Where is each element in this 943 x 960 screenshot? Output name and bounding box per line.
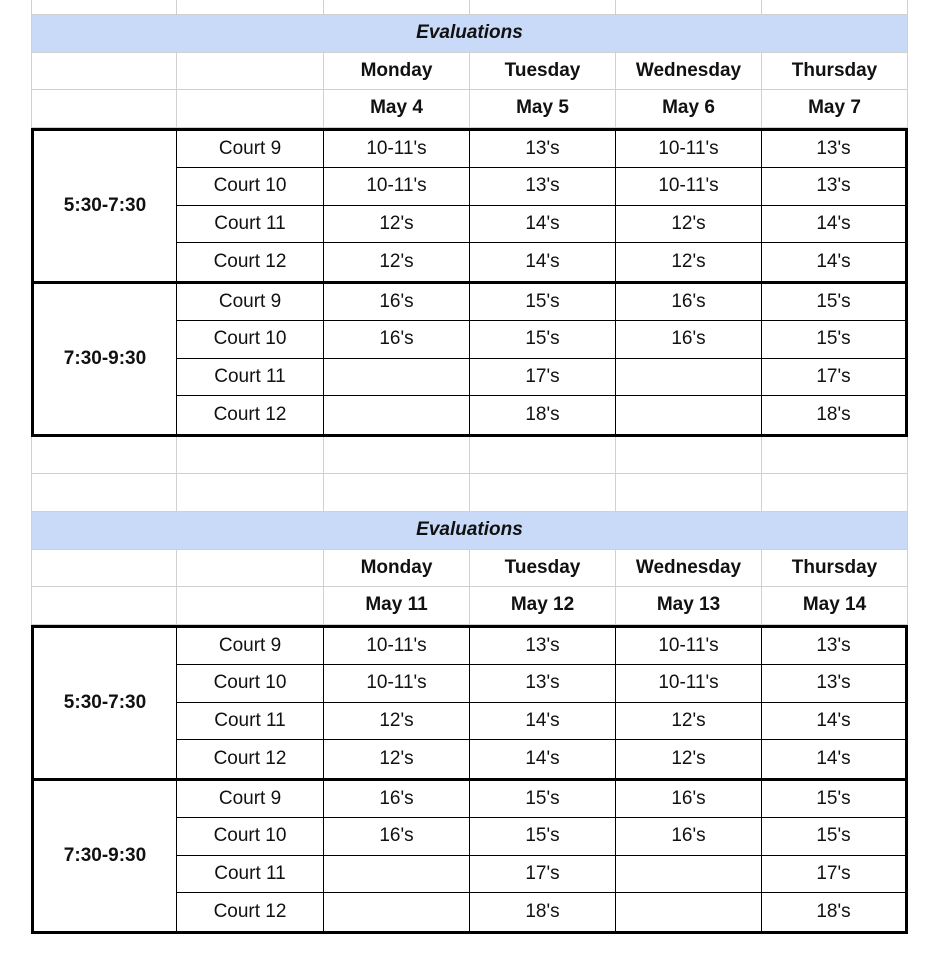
table-row xyxy=(34,893,905,931)
section-banner[interactable]: Evaluations xyxy=(31,512,908,550)
date-header[interactable]: May 7 xyxy=(762,90,908,128)
table-row xyxy=(34,131,905,169)
court-label[interactable]: Court 10 xyxy=(177,665,324,703)
table-row xyxy=(34,243,905,281)
group-cell[interactable]: 12's xyxy=(616,243,762,281)
court-label[interactable]: Court 11 xyxy=(177,206,324,244)
group-cell[interactable]: 13's xyxy=(470,168,616,206)
court-label[interactable]: Court 9 xyxy=(177,628,324,666)
group-cell[interactable]: 16's xyxy=(616,781,762,819)
time-slot-block xyxy=(31,781,908,934)
date-header[interactable]: May 6 xyxy=(616,90,762,128)
court-label[interactable]: Court 12 xyxy=(177,893,324,931)
court-label[interactable]: Court 11 xyxy=(177,703,324,741)
table-row xyxy=(34,740,905,778)
empty-row xyxy=(31,474,908,512)
group-cell[interactable] xyxy=(616,893,762,931)
group-cell[interactable]: 14's xyxy=(470,206,616,244)
group-cell[interactable] xyxy=(324,359,470,397)
time-slot-block xyxy=(31,284,908,437)
group-cell[interactable]: 10-11's xyxy=(616,131,762,169)
court-label[interactable]: Court 9 xyxy=(177,781,324,819)
group-cell[interactable] xyxy=(324,893,470,931)
time-slot-label[interactable]: 5:30-7:30 xyxy=(34,131,177,281)
group-cell[interactable] xyxy=(324,396,470,434)
group-cell[interactable]: 16's xyxy=(324,284,470,322)
time-slot-block xyxy=(31,625,908,781)
court-label[interactable]: Court 12 xyxy=(177,243,324,281)
group-cell[interactable]: 15's xyxy=(762,284,905,322)
cell[interactable] xyxy=(616,437,762,475)
group-cell[interactable]: 13's xyxy=(762,628,905,666)
court-label[interactable]: Court 9 xyxy=(177,284,324,322)
group-cell[interactable]: 13's xyxy=(470,131,616,169)
cell[interactable] xyxy=(324,0,470,15)
group-cell[interactable]: 17's xyxy=(762,359,905,397)
table-row xyxy=(34,206,905,244)
date-header-row xyxy=(31,587,908,625)
date-header-row xyxy=(31,90,908,128)
cell[interactable] xyxy=(762,474,908,512)
group-cell[interactable]: 16's xyxy=(324,818,470,856)
cell[interactable] xyxy=(177,587,324,625)
table-row xyxy=(34,781,905,819)
day-header[interactable]: Tuesday xyxy=(470,550,616,588)
cell[interactable] xyxy=(324,437,470,475)
day-header-row xyxy=(31,53,908,91)
group-cell[interactable]: 10-11's xyxy=(616,628,762,666)
group-cell[interactable] xyxy=(616,359,762,397)
group-cell[interactable]: 16's xyxy=(324,781,470,819)
cell[interactable] xyxy=(31,550,177,588)
group-cell[interactable]: 18's xyxy=(816,403,851,425)
group-cell[interactable]: 15's xyxy=(762,321,905,359)
group-cell[interactable]: 10-11's xyxy=(324,665,470,703)
group-cell[interactable]: 10-11's xyxy=(616,168,762,206)
court-label[interactable]: Court 10 xyxy=(177,818,324,856)
cell[interactable] xyxy=(762,0,908,15)
group-cell[interactable]: 18's xyxy=(470,396,616,434)
court-label[interactable]: Court 9 xyxy=(177,131,324,169)
table-row xyxy=(34,703,905,741)
empty-row xyxy=(31,0,908,15)
group-cell[interactable]: 12's xyxy=(324,740,470,778)
group-cell[interactable]: 17's xyxy=(470,856,616,894)
group-cell[interactable]: 14's xyxy=(762,206,905,244)
group-cell[interactable]: 13's xyxy=(762,131,905,169)
cell[interactable] xyxy=(177,550,324,588)
group-cell[interactable]: 13's xyxy=(470,665,616,703)
group-cell[interactable]: 16's xyxy=(616,321,762,359)
cell[interactable] xyxy=(31,90,177,128)
table-row xyxy=(34,628,905,666)
group-cell[interactable] xyxy=(616,396,762,434)
group-cell[interactable]: 15's xyxy=(470,321,616,359)
day-header[interactable]: Thursday xyxy=(762,53,908,91)
cell[interactable] xyxy=(762,437,908,475)
cell[interactable] xyxy=(470,437,616,475)
cell[interactable] xyxy=(616,0,762,15)
date-header[interactable]: May 14 xyxy=(762,587,908,625)
table-row xyxy=(34,168,905,206)
date-header[interactable]: May 4 xyxy=(324,90,470,128)
cell[interactable] xyxy=(324,474,470,512)
group-cell[interactable]: 17's xyxy=(762,856,905,894)
day-header-row xyxy=(31,550,908,588)
cell[interactable] xyxy=(177,437,324,475)
cell[interactable] xyxy=(177,0,324,15)
group-cell[interactable]: 18's xyxy=(470,893,616,931)
cell[interactable] xyxy=(31,587,177,625)
group-cell[interactable]: 15's xyxy=(470,284,616,322)
group-cell[interactable]: 14's xyxy=(470,703,616,741)
group-cell[interactable]: 16's xyxy=(616,818,762,856)
group-cell[interactable]: 14's xyxy=(816,250,851,272)
time-slot-label[interactable]: 7:30-9:30 xyxy=(34,781,177,931)
cell[interactable] xyxy=(616,474,762,512)
group-cell[interactable]: 14's xyxy=(816,747,851,769)
group-cell[interactable]: 12's xyxy=(616,206,762,244)
group-cell[interactable]: 10-11's xyxy=(324,168,470,206)
court-label[interactable]: Court 11 xyxy=(177,856,324,894)
group-cell[interactable]: 13's xyxy=(762,665,905,703)
group-cell[interactable]: 13's xyxy=(762,168,905,206)
group-cell[interactable]: 14's xyxy=(762,703,905,741)
group-cell[interactable]: 14's xyxy=(470,740,616,778)
court-label[interactable]: Court 12 xyxy=(177,740,324,778)
cell[interactable] xyxy=(177,90,324,128)
time-slot-label[interactable]: 5:30-7:30 xyxy=(34,628,177,778)
group-cell[interactable]: 10-11's xyxy=(324,628,470,666)
cell[interactable] xyxy=(177,53,324,91)
table-row xyxy=(34,818,905,856)
group-cell[interactable] xyxy=(616,856,762,894)
date-header[interactable]: May 11 xyxy=(324,587,470,625)
cell[interactable] xyxy=(31,437,177,475)
date-header[interactable]: May 12 xyxy=(470,587,616,625)
date-header[interactable]: May 13 xyxy=(616,587,762,625)
group-cell[interactable]: 10-11's xyxy=(324,131,470,169)
group-cell[interactable]: 15's xyxy=(762,781,905,819)
empty-row xyxy=(31,437,908,475)
group-cell[interactable]: 16's xyxy=(324,321,470,359)
cell[interactable] xyxy=(470,0,616,15)
group-cell[interactable]: 12's xyxy=(616,703,762,741)
group-cell[interactable]: 16's xyxy=(616,284,762,322)
court-label[interactable]: Court 12 xyxy=(177,396,324,434)
table-row xyxy=(34,396,905,434)
table-row xyxy=(34,665,905,703)
group-cell[interactable]: 15's xyxy=(470,781,616,819)
day-header[interactable]: Monday xyxy=(324,53,470,91)
group-cell[interactable]: 13's xyxy=(470,628,616,666)
group-cell[interactable]: 12's xyxy=(616,740,762,778)
group-cell[interactable]: 12's xyxy=(324,703,470,741)
day-header[interactable]: Wednesday xyxy=(616,550,762,588)
court-label[interactable]: Court 10 xyxy=(177,321,324,359)
date-header[interactable]: May 5 xyxy=(470,90,616,128)
time-slot-block xyxy=(31,128,908,284)
group-cell[interactable]: 14's xyxy=(470,243,616,281)
cell[interactable] xyxy=(470,474,616,512)
time-slot-label[interactable]: 7:30-9:30 xyxy=(34,284,177,434)
group-cell[interactable]: 12's xyxy=(324,206,470,244)
section-banner[interactable]: Evaluations xyxy=(31,15,908,53)
group-cell[interactable]: 15's xyxy=(470,818,616,856)
spreadsheet xyxy=(31,0,908,934)
group-cell[interactable]: 15's xyxy=(762,818,905,856)
group-cell[interactable]: 18's xyxy=(816,900,851,922)
day-header[interactable]: Wednesday xyxy=(616,53,762,91)
day-header[interactable]: Tuesday xyxy=(470,53,616,91)
cell[interactable] xyxy=(177,474,324,512)
court-label[interactable]: Court 10 xyxy=(177,168,324,206)
cell[interactable] xyxy=(31,0,177,15)
group-cell[interactable]: 10-11's xyxy=(616,665,762,703)
group-cell[interactable] xyxy=(324,856,470,894)
group-cell[interactable]: 17's xyxy=(470,359,616,397)
table-row xyxy=(34,321,905,359)
court-label[interactable]: Court 11 xyxy=(177,359,324,397)
day-header[interactable]: Monday xyxy=(324,550,470,588)
table-row xyxy=(34,359,905,397)
group-cell[interactable]: 12's xyxy=(324,243,470,281)
table-row xyxy=(34,284,905,322)
table-row xyxy=(34,856,905,894)
day-header[interactable]: Thursday xyxy=(762,550,908,588)
cell[interactable] xyxy=(31,474,177,512)
cell[interactable] xyxy=(31,53,177,91)
